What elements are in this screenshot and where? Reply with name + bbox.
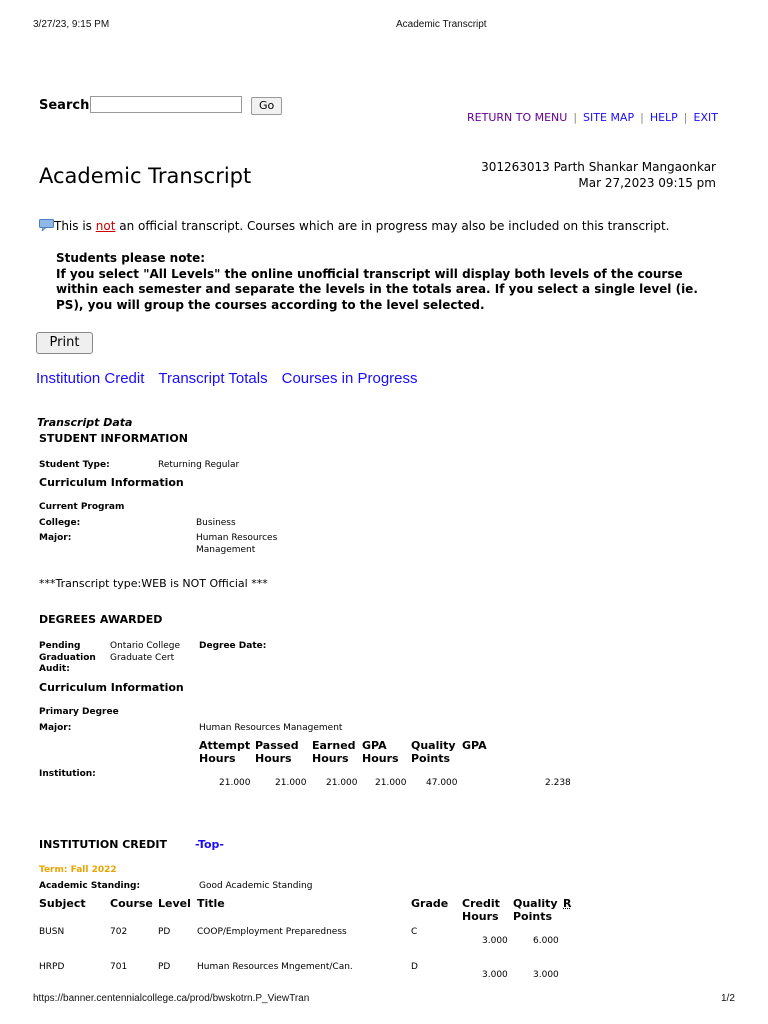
th-grade: Grade — [411, 897, 449, 910]
go-button[interactable]: Go — [251, 97, 282, 115]
student-information-heading: STUDENT INFORMATION — [39, 432, 188, 445]
th-repeat: R — [563, 897, 572, 910]
row-grade: C — [411, 927, 418, 937]
academic-standing-label: Academic Standing: — [39, 881, 141, 891]
top-menu — [467, 111, 718, 124]
major-value-line: Human Resources — [196, 533, 278, 543]
print-page-number: 1/2 — [721, 993, 735, 1004]
search-input[interactable] — [90, 96, 242, 113]
col-header-gpa — [462, 739, 487, 752]
row-credit-hours: 3.000 — [482, 936, 508, 946]
note-line: Students please note: — [56, 251, 206, 265]
degree-date-label: Degree Date: — [199, 641, 267, 651]
primary-degree-label: Primary Degree — [39, 707, 119, 717]
th-credit-hours — [462, 897, 500, 923]
th-line: Hours — [462, 910, 499, 923]
print-title: Academic Transcript — [396, 19, 487, 30]
row-level: PD — [158, 927, 171, 937]
passed-hours-value: 21.000 — [275, 778, 307, 788]
col-header-quality-points — [411, 739, 456, 765]
help-link[interactable]: HELP — [649, 111, 678, 124]
notice-pre: This is — [54, 219, 96, 233]
exit-link[interactable]: EXIT — [693, 111, 718, 124]
col-header-line: Quality — [411, 739, 456, 752]
college-value: Business — [196, 518, 236, 528]
site-map-link[interactable]: SITE MAP — [583, 111, 635, 124]
degree-major-label: Major: — [39, 723, 72, 733]
info-comment-icon — [39, 219, 54, 231]
col-header-attempt-hours — [199, 739, 250, 765]
academic-standing-value: Good Academic Standing — [199, 881, 313, 891]
col-header-earned-hours — [312, 739, 356, 765]
degree-major-value: Human Resources Management — [199, 723, 343, 733]
print-url: https://banner.centennialcollege.ca/prod/bwskotrn.P_ViewTran — [33, 993, 310, 1004]
institution-label: Institution: — [39, 769, 96, 779]
gpa-hours-value: 21.000 — [375, 778, 407, 788]
student-type-value: Returning Regular — [158, 460, 240, 470]
degree-curriculum-heading: Curriculum Information — [39, 681, 184, 694]
return-to-menu-link[interactable]: RETURN TO MENU — [467, 111, 568, 124]
note-line: PS), you will group the courses according to the level selected. — [56, 297, 485, 312]
degree-status — [39, 641, 96, 676]
col-header-line: Points — [411, 752, 451, 765]
print-datetime: 3/27/23, 9:15 PM — [33, 19, 110, 30]
notice-post: an official transcript. Courses which are in progress may also be included on this transcript. — [115, 219, 670, 233]
credential-line: Graduate Cert — [110, 652, 175, 663]
row-grade: D — [411, 962, 418, 972]
credential-line: Ontario College — [110, 641, 180, 651]
gpa-value: 2.238 — [545, 778, 571, 788]
institution-credit-heading: INSTITUTION CREDIT — [39, 838, 168, 851]
notice-not: not — [95, 219, 116, 233]
col-header-line: Attempt — [199, 739, 251, 752]
menu-separator: | — [683, 111, 688, 124]
attempt-hours-value: 21.000 — [219, 778, 251, 788]
row-quality-points: 6.000 — [533, 936, 559, 946]
current-program-label: Current Program — [39, 502, 125, 512]
transcript-data-heading: Transcript Data — [37, 416, 133, 429]
degree-status-line: Graduation — [39, 652, 96, 663]
transcript-notice — [39, 219, 669, 233]
col-header-line: Hours — [312, 752, 349, 765]
degree-status-line: Audit: — [39, 664, 70, 674]
row-title: Human Resources Mngement/Can. — [197, 962, 353, 972]
th-subject: Subject — [39, 897, 86, 910]
institution-credit-link[interactable]: Institution Credit — [36, 370, 145, 387]
transcript-type: ***Transcript type:WEB is NOT Official *** — [39, 577, 268, 590]
note-line: If you select "All Levels" the online unofficial transcript will display both levels of the course — [56, 266, 683, 281]
row-quality-points: 3.000 — [533, 970, 559, 980]
college-label: College: — [39, 518, 81, 528]
major-label: Major: — [39, 533, 72, 543]
transcript-totals-link[interactable]: Transcript Totals — [158, 370, 268, 387]
student-identity — [481, 159, 716, 191]
row-level: PD — [158, 962, 171, 972]
top-link[interactable]: -Top- — [195, 838, 224, 851]
students-note — [56, 251, 716, 313]
note-line: within each semester and separate the levels in the totals area. If you select a single level (ie. — [56, 282, 698, 296]
major-value — [196, 533, 277, 556]
th-level: Level — [158, 897, 191, 910]
col-header-line: Hours — [255, 752, 292, 765]
major-value-line: Management — [196, 544, 256, 555]
search-label: Search — [39, 98, 90, 113]
th-course: Course — [110, 897, 153, 910]
degrees-awarded-heading: DEGREES AWARDED — [39, 613, 163, 626]
student-type-label: Student Type: — [39, 460, 110, 470]
th-title: Title — [197, 897, 225, 910]
col-header-line: GPA — [462, 739, 487, 752]
row-title: COOP/Employment Preparedness — [197, 927, 347, 937]
col-header-line: Hours — [362, 752, 399, 765]
generated-date: Mar 27,2023 09:15 pm — [578, 176, 716, 190]
earned-hours-value: 21.000 — [326, 778, 358, 788]
row-course: 701 — [110, 962, 128, 972]
section-nav — [36, 370, 432, 387]
col-header-line: Earned — [312, 739, 356, 752]
row-subject: HRPD — [39, 962, 65, 972]
quality-points-value: 47.000 — [426, 778, 458, 788]
col-header-line: GPA — [362, 739, 387, 752]
col-header-line: Passed — [255, 739, 299, 752]
courses-in-progress-link[interactable]: Courses in Progress — [281, 370, 418, 387]
th-line: Points — [513, 910, 553, 923]
term-label: Term: Fall 2022 — [39, 865, 117, 875]
degree-status-line: Pending — [39, 641, 81, 651]
curriculum-information-heading: Curriculum Information — [39, 476, 184, 489]
menu-separator: | — [573, 111, 578, 124]
page-title: Academic Transcript — [39, 164, 252, 188]
student-id-name: 301263013 Parth Shankar Mangaonkar — [481, 160, 716, 174]
col-header-line: Hours — [199, 752, 236, 765]
th-line: Quality — [513, 897, 558, 910]
degree-credential — [110, 641, 180, 664]
menu-separator: | — [640, 111, 644, 124]
row-credit-hours: 3.000 — [482, 970, 508, 980]
col-header-gpa-hours — [362, 739, 399, 765]
row-subject: BUSN — [39, 927, 65, 937]
th-quality-points — [513, 897, 558, 923]
row-course: 702 — [110, 927, 128, 937]
th-line: Credit — [462, 897, 500, 910]
col-header-passed-hours — [255, 739, 299, 765]
print-button[interactable]: Print — [36, 332, 93, 354]
